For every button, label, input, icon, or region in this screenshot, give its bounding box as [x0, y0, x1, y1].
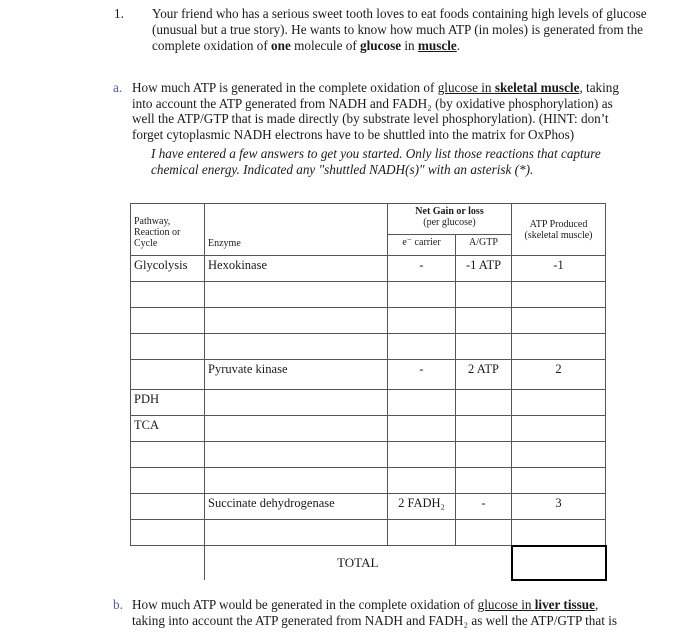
atp-produced-cell[interactable]: [512, 442, 606, 468]
atp-produced-cell[interactable]: [512, 334, 606, 360]
atp-gtp-cell[interactable]: [456, 468, 512, 494]
enzyme-cell[interactable]: Hexokinase: [205, 256, 388, 282]
atp-gtp-cell[interactable]: [456, 334, 512, 360]
question-number: 1.: [114, 6, 124, 21]
atp-gtp-cell[interactable]: [456, 282, 512, 308]
table-row: [131, 282, 606, 308]
atp-gtp-cell[interactable]: [456, 442, 512, 468]
pathway-cell[interactable]: [131, 520, 205, 546]
carrier-cell[interactable]: -: [388, 256, 456, 282]
table-row: [131, 308, 606, 334]
carrier-cell[interactable]: [388, 390, 456, 416]
enzyme-cell[interactable]: Pyruvate kinase: [205, 360, 388, 390]
carrier-cell[interactable]: [388, 442, 456, 468]
pathway-cell[interactable]: [131, 282, 205, 308]
carrier-cell[interactable]: [388, 282, 456, 308]
table-row: [131, 494, 606, 520]
instruction-note: I have entered a few answers to get you started. Only list those reactions that capture chemical energy. Indicated any "shuttled NADH(s)" with an asterisk (*).: [151, 146, 601, 177]
total-label: TOTAL: [205, 546, 512, 580]
atp-produced-cell[interactable]: [512, 468, 606, 494]
carrier-cell[interactable]: 2 FADH₂: [388, 494, 456, 520]
carrier-cell[interactable]: -: [388, 360, 456, 390]
pathway-cell[interactable]: PDH: [131, 390, 205, 416]
atp-produced-cell[interactable]: 3: [512, 494, 606, 520]
atp-produced-cell[interactable]: [512, 390, 606, 416]
carrier-cell[interactable]: [388, 468, 456, 494]
atp-table: [130, 203, 607, 581]
atp-gtp-cell[interactable]: [456, 308, 512, 334]
total-answer-box[interactable]: [512, 546, 606, 580]
atp-gtp-cell[interactable]: -: [456, 494, 512, 520]
pathway-cell[interactable]: [131, 494, 205, 520]
pathway-cell[interactable]: [131, 468, 205, 494]
atp-gtp-cell[interactable]: [456, 390, 512, 416]
question-1: [114, 6, 654, 54]
carrier-cell[interactable]: [388, 520, 456, 546]
pathway-cell[interactable]: TCA: [131, 416, 205, 442]
part-a-text: How much ATP is generated in the complete oxidation of glucose in skeletal muscle, taking into account the ATP generated from NADH and FADH₂ (by oxidative phosphorylation) as well the ATP/GTP that is made directly (by substrate level phosphorylation). (HINT: don’t forget cytoplasmic NADH electrons have to be shuttled into the matrix for OxPhos): [132, 80, 619, 142]
atp-gtp-cell[interactable]: [456, 416, 512, 442]
atp-gtp-cell[interactable]: -1 ATP: [456, 256, 512, 282]
atp-produced-cell[interactable]: [512, 416, 606, 442]
pathway-cell[interactable]: [131, 442, 205, 468]
pathway-cell[interactable]: [131, 308, 205, 334]
enzyme-cell[interactable]: Succinate dehydrogenase: [205, 494, 388, 520]
pathway-cell[interactable]: [131, 334, 205, 360]
part-b-text: How much ATP would be generated in the complete oxidation of glucose in liver tissue, taking into account the ATP generated from NADH and FADH₂ as well the ATP/GTP that is: [132, 597, 618, 628]
table-row: [131, 416, 606, 442]
atp-gtp-cell[interactable]: 2 ATP: [456, 360, 512, 390]
enzyme-cell[interactable]: [205, 520, 388, 546]
table-row: [131, 442, 606, 468]
table-row: [131, 360, 606, 390]
part-a-letter: a.: [113, 80, 123, 95]
question-1-text: Your friend who has a serious sweet tooth loves to eat foods containing high levels of glucose (unusual but a true story). He wants to know how much ATP (in moles) is generated from the complete oxidation of one molecule of glucose in muscle.: [152, 6, 647, 53]
table-body: [131, 256, 606, 546]
enzyme-cell[interactable]: [205, 282, 388, 308]
question-part-b: [113, 597, 633, 628]
total-row: [131, 546, 606, 580]
atp-produced-cell[interactable]: [512, 282, 606, 308]
table-row: [131, 334, 606, 360]
header-net-gain: Net Gain or loss (per glucose): [388, 204, 512, 235]
atp-produced-cell[interactable]: -1: [512, 256, 606, 282]
pathway-cell[interactable]: Glycolysis: [131, 256, 205, 282]
header-enzyme: Enzyme: [205, 204, 388, 256]
question-part-a: [113, 80, 633, 142]
table-row: [131, 256, 606, 282]
enzyme-cell[interactable]: [205, 308, 388, 334]
carrier-cell[interactable]: [388, 416, 456, 442]
pathway-cell[interactable]: [131, 360, 205, 390]
atp-produced-cell[interactable]: [512, 308, 606, 334]
table-row: [131, 468, 606, 494]
atp-gtp-cell[interactable]: [456, 520, 512, 546]
enzyme-cell[interactable]: [205, 442, 388, 468]
enzyme-cell[interactable]: [205, 390, 388, 416]
atp-produced-cell[interactable]: [512, 520, 606, 546]
carrier-cell[interactable]: [388, 308, 456, 334]
enzyme-cell[interactable]: [205, 468, 388, 494]
table-row: [131, 390, 606, 416]
carrier-cell[interactable]: [388, 334, 456, 360]
part-b-letter: b.: [113, 597, 123, 612]
header-atp-produced: ATP Produced (skeletal muscle): [512, 204, 606, 256]
header-pathway: Pathway, Reaction or Cycle: [131, 204, 205, 256]
header-atp-gtp: A/GTP: [456, 234, 512, 255]
table-row: [131, 520, 606, 546]
header-e-carrier: e⁻ carrier: [388, 234, 456, 255]
atp-produced-cell[interactable]: 2: [512, 360, 606, 390]
enzyme-cell[interactable]: [205, 334, 388, 360]
enzyme-cell[interactable]: [205, 416, 388, 442]
table-header-row-1: [131, 204, 606, 235]
